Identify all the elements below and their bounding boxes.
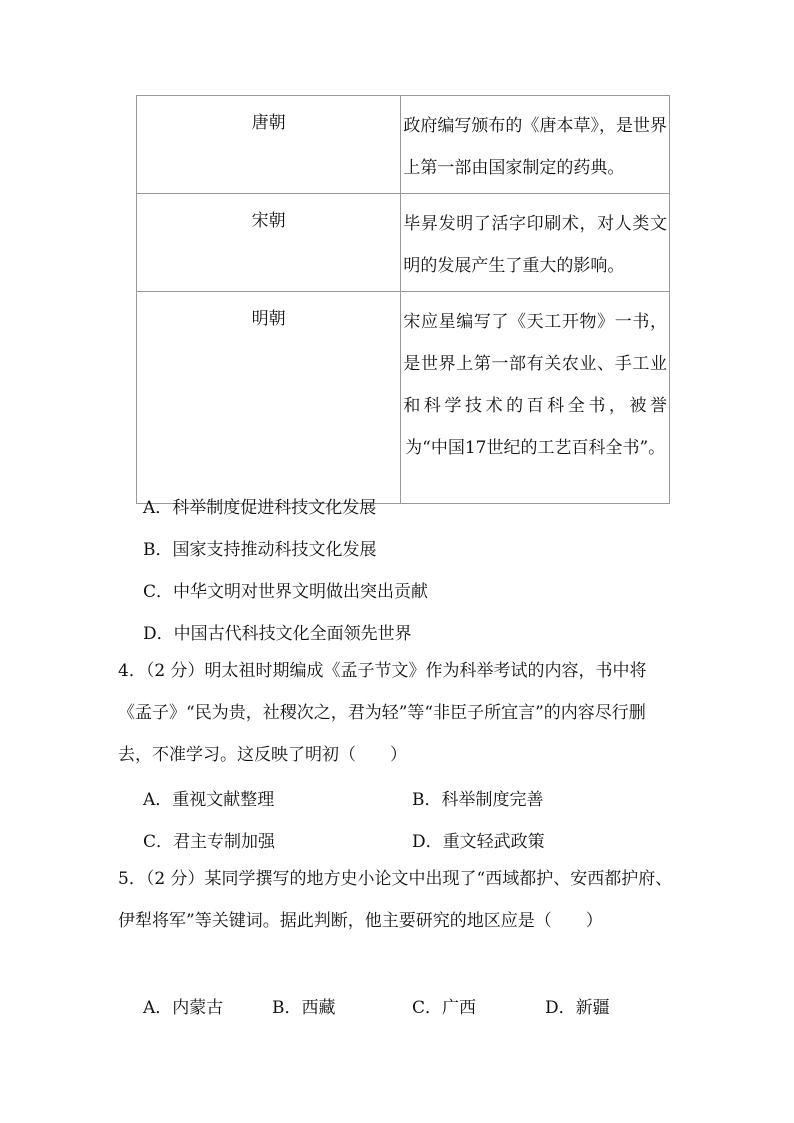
q4-option-b[interactable]: B．科举制度完善 [412, 790, 544, 810]
q3-option-c[interactable]: C．中华文明对世界文明做出突出贡献 [143, 582, 429, 602]
q5-option-b[interactable]: B．西藏 [272, 998, 336, 1018]
history-table [136, 95, 670, 504]
table-row [137, 96, 670, 194]
dynasty-cell: 明朝 [137, 292, 401, 504]
table-row [137, 292, 670, 504]
dynasty-cell: 宋朝 [137, 194, 401, 292]
q4-option-d[interactable]: D．重文轻武政策 [412, 832, 545, 852]
q3-option-a[interactable]: A．科举制度促进科技文化发展 [143, 498, 377, 518]
q5-option-d[interactable]: D．新疆 [545, 998, 610, 1018]
q4-option-c[interactable]: C．君主专制加强 [143, 832, 276, 852]
q4-option-a[interactable]: A．重视文献整理 [143, 790, 275, 810]
q3-option-d[interactable]: D．中国古代科技文化全面领先世界 [143, 624, 412, 644]
description-cell: 政府编写颁布的《唐本草》，是世界上第一部由国家制定的药典。 [401, 96, 670, 194]
q3-option-b[interactable]: B．国家支持推动科技文化发展 [143, 540, 377, 560]
q5-option-a[interactable]: A．内蒙古 [143, 998, 224, 1018]
table-row [137, 194, 670, 292]
question-4-stem: 4．（2 分）明太祖时期编成《孟子节文》作为科举考试的内容，书中将《孟子》“民为贵，社稷次之，君为轻”等“非臣子所宜言”的内容尽行删去，不准学习。这反映了明初（ ） [118, 661, 647, 765]
description-cell: 毕昇发明了活字印刷术，对人类文明的发展产生了重大的影响。 [401, 194, 670, 292]
description-cell: 宋应星编写了《天工开物》一书，是世界上第一部有关农业、手工业和科学技术的百科全书，被誉为“中国17世纪的工艺百科全书”。 [401, 292, 670, 504]
q5-option-c[interactable]: C．广西 [412, 998, 477, 1018]
question-5-stem: 5．（2 分）某同学撰写的地方史小论文中出现了“西域都护、安西都护府、伊犁将军”等关键词。据此判断，他主要研究的地区应是（ ） [118, 869, 673, 931]
dynasty-cell: 唐朝 [137, 96, 401, 194]
